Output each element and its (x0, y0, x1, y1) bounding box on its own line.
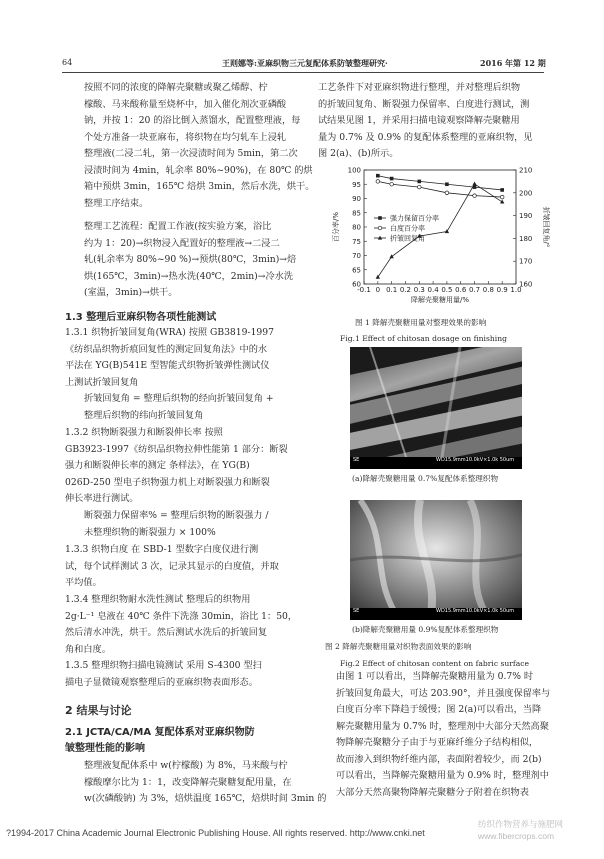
x-tick-label: 0.4 (427, 286, 439, 294)
text-line: 试，每个试样测试 3 次，记录其显示的白度值，并取 (65, 560, 279, 572)
text-line: 约为 1：20)→织物浸入配置好的整理液→二浸二 (84, 237, 280, 249)
para-1-3-5 (65, 658, 262, 691)
x-tick-label: 0.2 (399, 286, 412, 294)
para-1-3-4 (65, 592, 297, 658)
text-line: 整理液(二浸二轧，第一次浸渍时间为 5min，第二次 (84, 148, 298, 159)
page-number: 64 (62, 58, 73, 67)
y-right-axis-label: 折皱回复角/° (542, 206, 550, 248)
text-line: 整理工艺流程：配置工作液(按实验方案，浴比 (84, 221, 272, 232)
point-square (417, 180, 421, 184)
footer-watermark: 纺织作物营养与施肥网 www.fibercrops.com (478, 819, 564, 841)
point-circle (473, 194, 477, 198)
point-circle (390, 182, 394, 186)
y-left-tick-label: 70 (352, 252, 361, 260)
point-triangle (472, 182, 476, 186)
x-tick-label: 0.3 (413, 286, 425, 294)
text-line: 《纺织品织物折痕回复性的测定回复角法》中的水 (65, 343, 268, 355)
text-line: 整理工序结束。 (84, 197, 149, 209)
text-line: 平法在 YG(B)541E 型智能式织物折皱弹性测试仪 (65, 360, 270, 371)
text-line: 伸长率进行测试。 (65, 493, 139, 504)
text-line: 的折皱回复角、断裂强力保留率、白度进行测试，测 (318, 98, 530, 110)
x-tick-label: 0.9 (496, 286, 508, 294)
x-tick-label: 0.5 (441, 286, 453, 294)
text-line: 断裂强力保留率% = 整理后织物的断裂强力 / (84, 510, 269, 521)
section-1-3-heading: 1.3 整理后亚麻织物各项性能测试 (65, 312, 217, 323)
x-tick-label: 1.0 (510, 286, 522, 294)
text-line: 1.3.2 织物断裂强力和断裂伸长率 按照 (65, 427, 223, 438)
y-right-tick-label: 180 (519, 234, 533, 243)
text-line: 强力和断裂伸长率的测定 条样法》，在 YG(B) (65, 460, 250, 471)
text-line: 解壳聚糖用量为 0.7% 时，整理剂中大部分天然高聚 (336, 720, 549, 732)
text-line: 工艺条件下对亚麻织物进行整理，并对整理后织物 (318, 82, 521, 93)
legend-marker (378, 226, 382, 230)
text-line: 檬酸、马来酸称量至烧杯中，加入催化剂次亚磷酸 (84, 98, 287, 110)
sem-image-b (350, 500, 522, 620)
point-square (376, 174, 380, 178)
point-triangle (389, 254, 393, 258)
figure-2-caption-en: Fig.2 Effect of chitosan content on fabric surface (340, 659, 530, 668)
left-column (84, 80, 315, 212)
text-line: 按照不同的浓度的降解壳聚糖或聚乙烯醇、柠 (84, 82, 268, 93)
point-circle (445, 191, 449, 195)
y-left-tick-label: 65 (352, 266, 361, 275)
point-square (390, 177, 394, 181)
y-left-axis-label: 百分率/% (332, 211, 340, 243)
y-left-tick-label: 100 (347, 166, 361, 175)
y-left-tick-label: 90 (352, 195, 361, 203)
text-line: (室温，3min)→烘干。 (84, 287, 178, 298)
legend-entry: 白度百分率 (390, 224, 425, 233)
text-line: 量为 0.7% 及 0.9% 的复配体系整理的亚麻织物，见 (318, 131, 533, 143)
footer-copyright: ?1994-2017 China Academic Journal Electronic Publishing House. All rights reserved. http://www.cnki.net (6, 828, 425, 838)
text-line: 2.1 JCTA/CA/MA 复配体系对亚麻织物防 (65, 727, 255, 738)
text-line: 试结果见图 1，并采用扫描电镜观察降解壳聚糖用 (318, 115, 520, 126)
text-line: 皱整理性能的影响 (65, 743, 145, 754)
text-line: 折皱回复角 = 整理后织物的经向折皱回复角 + (84, 393, 274, 404)
x-tick-label: 0.6 (455, 286, 467, 294)
sem-a-scale-tag: SE (353, 457, 360, 463)
formula-strength (84, 508, 268, 541)
sem-image-a-texture (350, 347, 522, 469)
point-square (500, 188, 504, 192)
para-1-3-1 (65, 325, 274, 391)
y-left-tick-label: 75 (352, 237, 361, 246)
x-tick-label: 0.8 (482, 286, 494, 294)
figure-1-caption-en: Fig.1 Effect of chitosan dosage on finishing (340, 334, 507, 343)
section-2-heading: 2 结果与讨论 (65, 704, 132, 717)
series-line (378, 176, 502, 190)
figure-1-chart (330, 164, 550, 314)
formula-wra (84, 391, 274, 424)
point-triangle (445, 229, 449, 233)
x-tick-label: 0 (375, 286, 381, 294)
sem-image-a (350, 347, 522, 469)
text-line: 物降解壳聚糖分子由于与亚麻纤维分子结构相似， (336, 737, 539, 748)
intro-paragraph (84, 80, 315, 212)
text-line: 故而渗入到织物纤维内部，表面附着较少，而 2(b) (336, 753, 542, 765)
y-left-tick-label: 85 (352, 209, 361, 218)
text-line: 图 2(a)、(b)所示。 (318, 148, 399, 159)
y-left-tick-label: 60 (352, 280, 361, 289)
text-line: 上测试折皱回复角 (65, 376, 139, 388)
text-line: 整理后织物的纬向折皱回复角 (84, 409, 204, 421)
legend-entry: 折皱回复角 (390, 234, 425, 243)
legend-entry: 强力保留百分率 (390, 214, 439, 223)
sem-image-b-texture (350, 500, 522, 620)
sem-b-label: (b)降解壳聚糖用量 0.9%复配体系整理织物 (352, 625, 499, 634)
x-axis-label: 降解壳聚糖用量/% (410, 296, 470, 304)
process-paragraph (84, 219, 296, 302)
sem-b-scale-tag: SE (353, 608, 360, 614)
section-2-1-heading (65, 725, 255, 757)
text-line: 角和白度。 (65, 643, 111, 655)
text-line: 026D-250 型电子织物强力机上对断裂强力和断裂 (65, 476, 270, 488)
sem-a-meta: WD15.9mm10.0kV×1.0k 50um (436, 457, 515, 463)
header-rule (62, 72, 544, 73)
point-triangle (500, 200, 504, 204)
y-right-tick-label: 200 (519, 189, 533, 198)
text-line: 1.3.1 织物折皱回复角(WRA) 按照 GB3819-1997 (65, 327, 274, 338)
y-right-tick-label: 160 (519, 280, 533, 289)
text-line: 大部分天然高聚物降解壳聚糖分子附着在织物表 (336, 786, 529, 798)
point-square (445, 182, 449, 186)
text-line: 个处方准备一块亚麻布，将织物在均匀轧车上浸轧 (84, 131, 287, 143)
y-right-tick-label: 210 (519, 166, 533, 175)
right-bottom-paragraph (336, 669, 550, 801)
text-line: 2g·L⁻¹ 皂液在 40℃ 条件下洗涤 30min，浴比 1：50， (65, 610, 298, 622)
text-line: 1.3.4 整理织物耐水洗性测试 整理后的织物用 (65, 594, 251, 605)
y-right-tick-label: 170 (519, 257, 533, 266)
point-circle (417, 185, 421, 189)
text-line: 浸渍时间为 4min，轧余率 80%~90%)，在 80℃ 的烘 (84, 164, 313, 176)
y-left-tick-label: 95 (352, 180, 361, 189)
para-2-1 (84, 758, 326, 808)
text-line: 白度百分率下降趋于缓慢；图 2(a)可以看出，当降 (336, 704, 542, 715)
y-left-tick-label: 80 (352, 223, 361, 232)
text-line: 1.3.5 整理织物扫描电镜测试 采用 S-4300 型扫 (65, 660, 262, 671)
para-1-3-2 (65, 425, 288, 508)
text-line: 整理液复配体系中 w(柠檬酸) 为 8%，马来酸与柠 (84, 760, 288, 771)
figure-1-caption-cn: 图 1 降解壳聚糖用量对整理效果的影响 (355, 318, 487, 327)
y-right-tick-label: 190 (519, 212, 533, 221)
text-line: 折皱回复角最大，可达 203.90°，并且强度保留率与 (336, 687, 551, 699)
text-line: 由图 1 可以看出，当降解壳聚糖用量为 0.7% 时 (336, 671, 534, 682)
right-top-paragraph (318, 80, 533, 163)
text-line: 檬酸摩尔比为 1：1，改变降解壳聚糖复配用量，在 (84, 776, 292, 788)
text-line: 钠，并按 1：20 的浴比倒入蒸馏水，配置整理液，每 (84, 115, 301, 126)
x-tick-label: 0.7 (468, 286, 481, 294)
text-line: 描电子显微镜观察整理后的亚麻织物表面形态。 (65, 676, 258, 688)
text-line: w(次磷酸钠) 为 3%，焙烘温度 165℃，焙烘时间 3min 的 (84, 793, 327, 804)
point-circle (376, 180, 380, 184)
legend-marker (378, 216, 382, 220)
para-1-3-3 (65, 542, 279, 592)
plot-frame (364, 170, 516, 284)
x-tick-label: 0.1 (386, 286, 398, 294)
running-title: 王则娜等:亚麻织物三元复配体系防皱整理研究· (222, 58, 388, 68)
text-line: 轧(轧余率为 80%~90 %)→预烘(80℃，3min)→焙 (84, 254, 297, 265)
text-line: 平均值。 (65, 577, 102, 588)
x-tick-label: -0.1 (357, 286, 371, 294)
figure-2-caption-cn: 图 2 降解壳聚糖用量对织物表面效果的影响 (325, 642, 472, 651)
text-line: GB3923-1997《纺织品织物拉伸性能第 1 部分：断裂 (65, 443, 288, 455)
text-line: 箱中预烘 3min，165℃ 焙烘 3min，然后水洗，烘干。 (84, 181, 315, 192)
issue-label: 2016 年第 12 期 (480, 58, 546, 68)
text-line: 烘(165℃，3min)→热水洗(40℃，2min)→冷水洗 (84, 270, 294, 282)
text-line: 1.3.3 织物白度 在 SBD-1 型数字白度仪进行测 (65, 544, 259, 555)
sem-b-meta: WD15.9mm10.0kV×1.0k 50um (436, 608, 515, 614)
sem-a-label: (a)降解壳聚糖用量 0.7%复配体系整理织物 (352, 474, 499, 483)
point-circle (500, 195, 504, 199)
text-line: 然后清水冲洗，烘干。然后测试水洗后的折皱回复 (65, 627, 268, 638)
text-line: 未整理织物的断裂强力 × 100% (84, 526, 216, 538)
text-line: 可以看出，当降解壳聚糖用量为 0.9% 时，整理剂中 (336, 770, 549, 781)
